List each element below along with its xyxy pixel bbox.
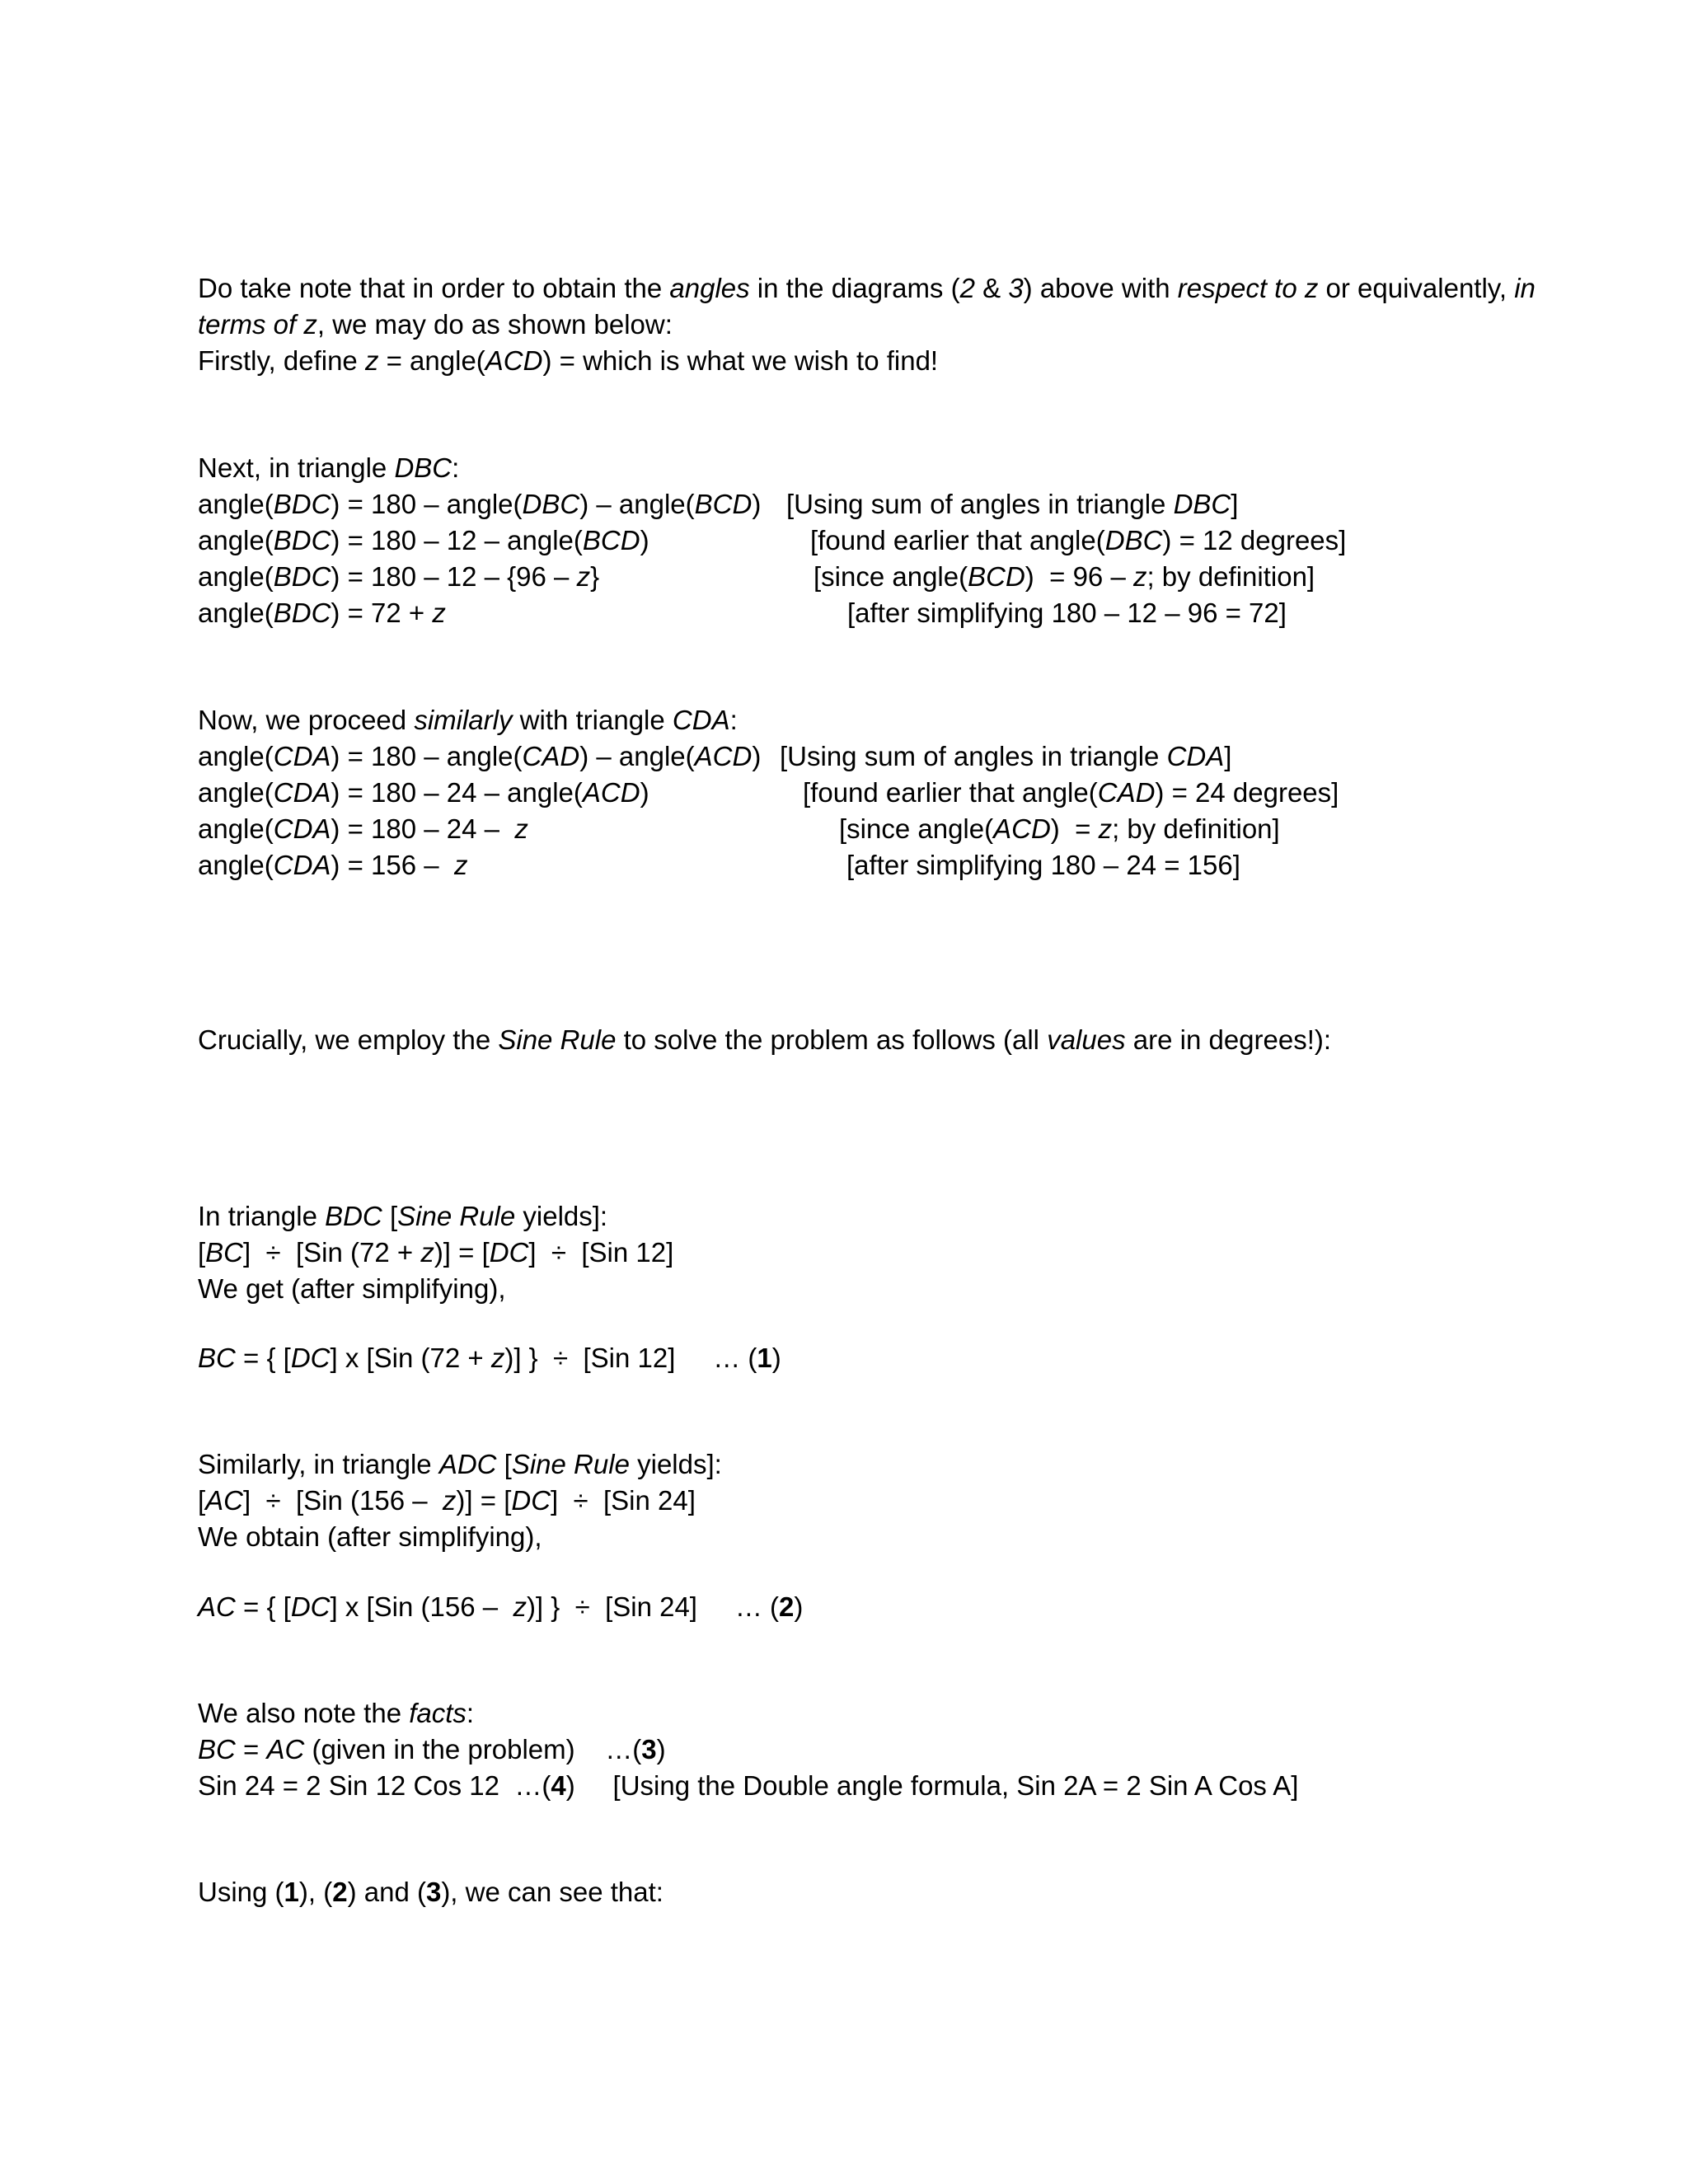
dbc-heading: [198, 450, 459, 486]
text-segment: angle(: [198, 777, 274, 808]
text-segment: :: [729, 705, 738, 735]
text-segment: CDA: [273, 813, 331, 844]
text-segment: ] x [Sin (72 +: [330, 1343, 491, 1373]
text-segment: Firstly, define: [198, 345, 365, 376]
cda-note-1: [780, 738, 1231, 775]
cda-equation-3: [198, 811, 528, 847]
text-segment: in the diagrams (: [749, 273, 960, 303]
dbc-equation-1: [198, 486, 761, 523]
text-segment: ) = 180 – angle(: [331, 489, 523, 519]
text-segment: with triangle: [512, 705, 673, 735]
text-segment: }: [590, 561, 600, 592]
text-segment: BCD: [582, 525, 640, 555]
text-segment: ): [752, 489, 762, 519]
text-segment: ] ÷ [Sin 24]: [551, 1485, 696, 1516]
text-segment: DC: [290, 1343, 331, 1373]
text-segment: ) = 180 – angle(: [331, 741, 523, 771]
text-segment: [: [198, 1237, 206, 1268]
text-segment: Sin 24 = 2 Sin 12 Cos 12 …(: [198, 1770, 551, 1801]
text-segment: ]: [1231, 489, 1239, 519]
text-segment: BCD: [968, 561, 1025, 592]
text-segment: ), we can see that:: [441, 1877, 663, 1907]
text-segment: angle(: [198, 741, 274, 771]
adc-sine-ratio: [198, 1483, 696, 1519]
text-segment: We obtain (after simplifying),: [198, 1521, 542, 1552]
text-segment: or equivalently,: [1318, 273, 1515, 303]
text-segment: angles: [669, 273, 750, 303]
text-segment: Crucially, we employ the: [198, 1024, 499, 1055]
text-segment: , we may do as shown below:: [316, 309, 673, 340]
text-segment: BDC: [273, 561, 331, 592]
text-segment: ) = 12 degrees]: [1162, 525, 1347, 555]
text-segment: [after simplifying 180 – 24 = 156]: [846, 850, 1240, 880]
dbc-note-3: [814, 559, 1315, 595]
text-segment: angle(: [198, 813, 274, 844]
sine-rule-intro: [198, 1022, 1331, 1058]
text-segment: BDC: [273, 525, 331, 555]
text-segment: z: [1098, 813, 1113, 844]
text-segment: CAD: [1097, 777, 1156, 808]
intro-line-2: [198, 307, 673, 343]
text-segment: We get (after simplifying),: [198, 1273, 506, 1304]
text-segment: ) above with: [1023, 273, 1178, 303]
using-line: [198, 1874, 663, 1910]
text-segment: DBC: [522, 489, 580, 519]
text-segment: )] = [: [434, 1237, 490, 1268]
text-segment: BCD: [694, 489, 753, 519]
text-segment: ADC: [438, 1449, 497, 1479]
text-segment: BC: [205, 1237, 244, 1268]
equation-3: [198, 1732, 666, 1768]
text-segment: ] ÷ [Sin (72 +: [243, 1237, 421, 1268]
text-segment: z: [453, 850, 468, 880]
text-segment: to solve the problem as follows (all: [616, 1024, 1048, 1055]
text-segment: [Using sum of angles in triangle: [780, 741, 1167, 771]
equation-4: [198, 1768, 1298, 1804]
text-segment: are in degrees!):: [1125, 1024, 1332, 1055]
text-segment: z: [1132, 561, 1147, 592]
cda-equation-2: [198, 775, 649, 811]
text-segment: angle(: [198, 525, 274, 555]
bdc-sine-ratio: [198, 1235, 673, 1271]
text-segment: Using (: [198, 1877, 284, 1907]
text-segment: CDA: [273, 850, 331, 880]
text-segment: z: [490, 1343, 505, 1373]
text-segment: Similarly, in triangle: [198, 1449, 439, 1479]
text-segment: In triangle: [198, 1201, 326, 1231]
text-segment: [found earlier that angle(: [803, 777, 1098, 808]
text-segment: Now, we proceed: [198, 705, 415, 735]
text-segment: Next, in triangle: [198, 452, 395, 483]
text-segment: ): [656, 1734, 666, 1765]
intro-line-3: [198, 343, 938, 379]
text-segment: ) =: [1050, 813, 1099, 844]
text-segment: ) = 180 – 12 – angle(: [331, 525, 583, 555]
text-segment: ) = 72 +: [331, 598, 433, 628]
text-segment: :: [466, 1698, 475, 1728]
cda-heading: [198, 702, 738, 738]
text-segment: 1: [284, 1877, 299, 1907]
text-segment: 3: [425, 1877, 442, 1907]
dbc-note-1: [786, 486, 1238, 523]
text-segment: angle(: [198, 850, 274, 880]
text-segment: We also note the: [198, 1698, 410, 1728]
text-segment: CDA: [672, 705, 730, 735]
text-segment: BDC: [273, 489, 331, 519]
adc-sine-heading: [198, 1446, 722, 1483]
intro-line-1: [198, 270, 1536, 307]
dbc-note-2: [810, 523, 1346, 559]
text-segment: ) [Using the Double angle formula, Sin 2A = 2 Sin A Cos A]: [565, 1770, 1299, 1801]
text-segment: Sine Rule: [397, 1201, 516, 1231]
text-segment: ): [794, 1591, 804, 1622]
text-segment: [after simplifying 180 – 12 – 96 = 72]: [847, 598, 1287, 628]
text-segment: DBC: [1104, 525, 1163, 555]
text-segment: ]: [1224, 741, 1232, 771]
text-segment: ) – angle(: [579, 741, 695, 771]
text-segment: ) and (: [347, 1877, 426, 1907]
text-segment: 4: [551, 1770, 566, 1801]
adc-sine-text: [198, 1519, 542, 1555]
text-segment: =: [235, 1734, 267, 1765]
cda-note-4: [846, 847, 1240, 883]
bdc-sine-heading: [198, 1198, 607, 1235]
text-segment: 2: [959, 273, 975, 303]
text-segment: ) – angle(: [579, 489, 695, 519]
text-segment: )] } ÷ [Sin 12] … (: [504, 1343, 757, 1373]
text-segment: BC: [198, 1734, 236, 1765]
text-segment: CDA: [273, 741, 331, 771]
text-segment: ) = 24 degrees]: [1155, 777, 1339, 808]
text-segment: terms of z: [198, 309, 317, 340]
text-segment: in: [1514, 273, 1536, 303]
text-segment: z: [514, 813, 528, 844]
facts-heading: [198, 1695, 474, 1732]
text-segment: ] x [Sin (156 –: [330, 1591, 513, 1622]
text-segment: yields]:: [515, 1201, 608, 1231]
text-segment: :: [452, 452, 460, 483]
text-segment: AC: [266, 1734, 305, 1765]
text-segment: angle(: [198, 598, 274, 628]
text-segment: facts: [409, 1698, 467, 1728]
text-segment: z: [513, 1591, 527, 1622]
equation-1: [198, 1340, 781, 1376]
text-segment: DC: [290, 1591, 331, 1622]
text-segment: ACD: [582, 777, 640, 808]
text-segment: 3: [641, 1734, 657, 1765]
text-segment: respect to z: [1177, 273, 1319, 303]
text-segment: CDA: [1166, 741, 1225, 771]
text-segment: ): [771, 1343, 781, 1373]
text-segment: [Using sum of angles in triangle: [786, 489, 1174, 519]
text-segment: z: [442, 1485, 457, 1516]
text-segment: CAD: [522, 741, 580, 771]
dbc-equation-4: [198, 595, 446, 631]
text-segment: = { [: [235, 1343, 291, 1373]
text-segment: ) = 156 –: [331, 850, 454, 880]
text-segment: BDC: [325, 1201, 382, 1231]
text-segment: ), (: [298, 1877, 333, 1907]
text-segment: [: [382, 1201, 398, 1231]
text-segment: BC: [198, 1343, 236, 1373]
text-segment: [found earlier that angle(: [810, 525, 1105, 555]
text-segment: ) = 180 – 12 – {96 –: [331, 561, 577, 592]
text-segment: ) = 180 – 24 – angle(: [331, 777, 583, 808]
text-segment: ; by definition]: [1146, 561, 1315, 592]
text-segment: DBC: [1173, 489, 1231, 519]
text-segment: ] ÷ [Sin 12]: [528, 1237, 674, 1268]
text-segment: ACD: [694, 741, 753, 771]
text-segment: = angle(: [378, 345, 485, 376]
cda-note-3: [839, 811, 1280, 847]
text-segment: CDA: [273, 777, 331, 808]
text-segment: [: [496, 1449, 512, 1479]
dbc-equation-3: [198, 559, 599, 595]
text-segment: &: [974, 273, 1009, 303]
text-segment: yields]:: [629, 1449, 722, 1479]
text-segment: [since angle(: [814, 561, 968, 592]
text-segment: ; by definition]: [1112, 813, 1280, 844]
text-segment: 2: [778, 1591, 795, 1622]
text-segment: AC: [198, 1591, 236, 1622]
text-segment: [since angle(: [839, 813, 994, 844]
text-segment: angle(: [198, 489, 274, 519]
text-segment: ): [640, 777, 649, 808]
cda-equation-4: [198, 847, 467, 883]
text-segment: ) = 180 – 24 –: [331, 813, 515, 844]
text-segment: z: [420, 1237, 434, 1268]
text-segment: angle(: [198, 561, 274, 592]
text-segment: DC: [511, 1485, 551, 1516]
text-segment: similarly: [414, 705, 513, 735]
text-segment: Sine Rule: [498, 1024, 617, 1055]
text-segment: 2: [332, 1877, 348, 1907]
text-segment: DC: [489, 1237, 529, 1268]
text-segment: ): [640, 525, 649, 555]
text-segment: z: [576, 561, 591, 592]
text-segment: [: [198, 1485, 206, 1516]
text-segment: Do take note that in order to obtain the: [198, 273, 670, 303]
text-segment: z: [364, 345, 379, 376]
cda-equation-1: [198, 738, 761, 775]
text-segment: (given in the problem) …(: [304, 1734, 642, 1765]
dbc-equation-2: [198, 523, 649, 559]
text-segment: ) = 96 –: [1025, 561, 1133, 592]
text-segment: ] ÷ [Sin (156 –: [243, 1485, 443, 1516]
text-segment: ACD: [485, 345, 543, 376]
text-segment: ): [752, 741, 762, 771]
text-segment: = { [: [235, 1591, 291, 1622]
text-segment: z: [432, 598, 446, 628]
text-segment: Sine Rule: [511, 1449, 630, 1479]
dbc-note-4: [847, 595, 1287, 631]
text-segment: BDC: [273, 598, 331, 628]
text-segment: DBC: [394, 452, 452, 483]
text-segment: 3: [1008, 273, 1024, 303]
cda-note-2: [803, 775, 1339, 811]
equation-2: [198, 1589, 803, 1625]
text-segment: AC: [205, 1485, 244, 1516]
bdc-sine-text: [198, 1271, 506, 1307]
text-segment: )] = [: [456, 1485, 512, 1516]
text-segment: ACD: [993, 813, 1051, 844]
text-segment: ) = which is what we wish to find!: [542, 345, 939, 376]
text-segment: )] } ÷ [Sin 24] … (: [526, 1591, 779, 1622]
text-segment: values: [1047, 1024, 1126, 1055]
text-segment: 1: [757, 1343, 772, 1373]
